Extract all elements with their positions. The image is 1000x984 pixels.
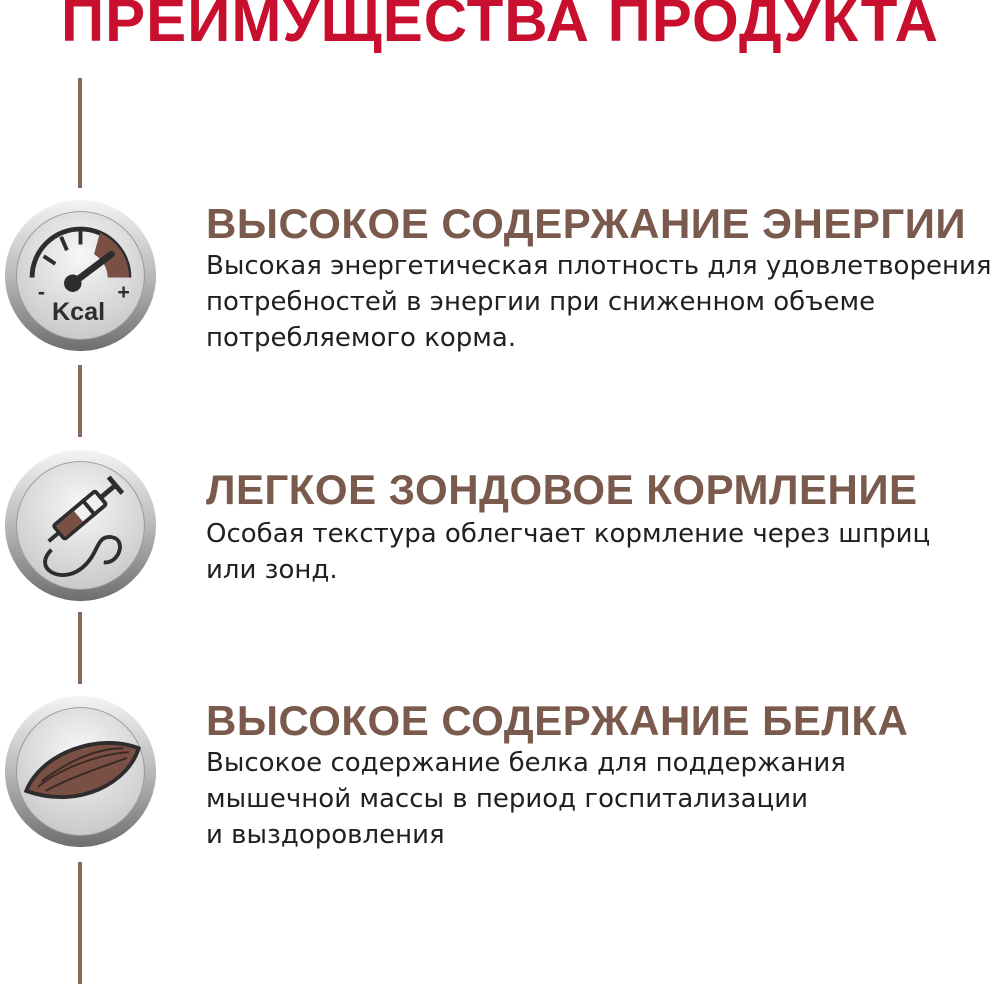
timeline-segment [78, 78, 82, 188]
timeline-segment [78, 862, 82, 984]
feature-title-energy: ВЫСОКОЕ СОДЕРЖАНИЕ ЭНЕРГИИ [206, 200, 967, 247]
plus-sign: + [117, 279, 130, 304]
feature-text-feeding [206, 516, 1000, 588]
feature-text-line: мышечной массы в период госпитализации [206, 784, 809, 814]
feature-text-line: Высокое содержание белка для поддержания [206, 748, 846, 778]
feature-text-line: Высокая энергетическая плотность для удовлетворения [206, 251, 992, 281]
feature-text-energy [206, 248, 1000, 356]
kcal-label: Kcal [51, 298, 106, 327]
feature-text-line: Особая текстура облегчает кормление через шприц [206, 519, 931, 549]
syringe-tube-icon [3, 448, 158, 603]
timeline-segment [78, 612, 82, 684]
feature-text-line: потребляемого корма. [206, 323, 517, 353]
feature-text-line: и выздоровления [206, 820, 445, 850]
feature-text-line: потребностей в энергии при сниженном объеме [206, 287, 876, 317]
minus-sign: - [37, 279, 45, 304]
feature-title-feeding: ЛЕГКОЕ ЗОНДОВОЕ КОРМЛЕНИЕ [206, 466, 918, 513]
feature-title-protein: ВЫСОКОЕ СОДЕРЖАНИЕ БЕЛКА [206, 697, 909, 744]
feature-text-protein [206, 745, 1000, 853]
feature-text-line: или зонд. [206, 555, 338, 585]
timeline-segment [78, 365, 82, 437]
muscle-icon [3, 694, 158, 849]
kcal-gauge-icon [3, 198, 158, 353]
page-title: ПРЕИМУЩЕСТВА ПРОДУКТА [61, 0, 939, 54]
